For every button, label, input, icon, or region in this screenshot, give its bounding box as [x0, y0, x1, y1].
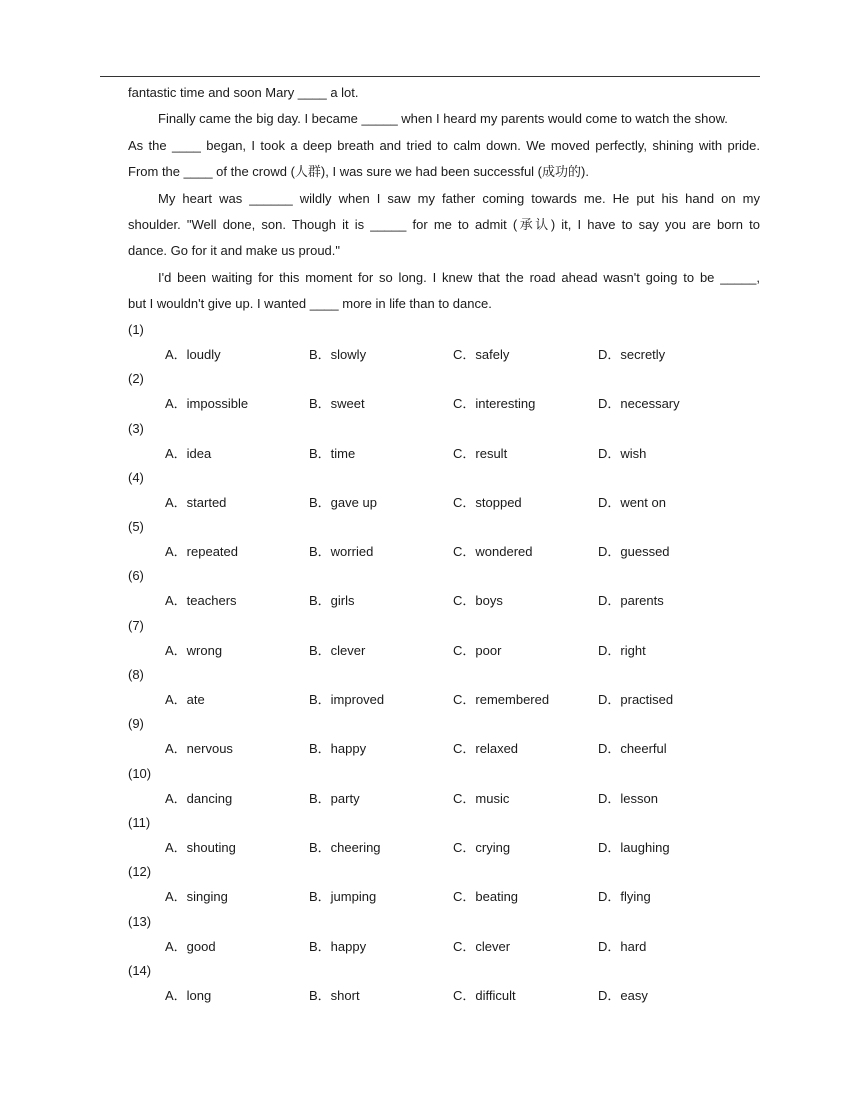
option-c[interactable]: C．stopped — [453, 494, 522, 510]
question-number: (13) — [128, 913, 152, 929]
passage-line: As the ____ began, I took a deep breath and tried to calm down. We moved perfectly, shining with pride. — [128, 137, 760, 153]
question-number: (12) — [128, 864, 152, 880]
question-number: (1) — [128, 322, 144, 337]
question-8 — [128, 661, 760, 710]
option-a[interactable]: A．ate — [165, 692, 205, 708]
passage-line: My heart was ______ wildly when I saw my father coming towards me. He put his hand on my — [158, 190, 760, 206]
question-4 — [128, 464, 760, 513]
option-a[interactable]: A．wrong — [165, 642, 223, 658]
option-d[interactable]: D．cheerful — [598, 741, 667, 757]
option-d[interactable]: D．practised — [598, 692, 674, 708]
option-d[interactable]: D．wish — [598, 445, 647, 461]
option-a[interactable]: A．started — [165, 494, 227, 510]
question-number: (10) — [128, 765, 152, 781]
option-d[interactable]: D．guessed — [598, 544, 670, 560]
question-number: (6) — [128, 568, 144, 584]
option-d[interactable]: D．flying — [598, 889, 651, 905]
question-5 — [128, 513, 760, 562]
option-c[interactable]: C．wondered — [453, 544, 533, 560]
question-2 — [128, 365, 760, 414]
passage — [128, 80, 760, 318]
option-a[interactable]: A．loudly — [165, 347, 221, 362]
option-d[interactable]: D．laughing — [598, 839, 670, 855]
option-c[interactable]: C．poor — [453, 642, 502, 658]
question-number: (7) — [128, 617, 144, 633]
question-number: (11) — [128, 814, 151, 830]
option-a[interactable]: A．teachers — [165, 593, 237, 609]
option-a[interactable]: A．impossible — [165, 396, 249, 412]
option-a[interactable]: A．repeated — [165, 544, 238, 560]
option-c[interactable]: C．music — [453, 790, 510, 806]
question-number: (5) — [128, 519, 144, 535]
option-b[interactable]: B．happy — [309, 938, 367, 954]
option-c[interactable]: C．remembered — [453, 692, 550, 708]
option-b[interactable]: B．happy — [309, 741, 367, 757]
option-d[interactable]: D．secretly — [598, 347, 666, 362]
option-a[interactable]: A．dancing — [165, 790, 233, 806]
option-a[interactable]: A．good — [165, 938, 216, 954]
option-c[interactable]: C．interesting — [453, 396, 536, 412]
option-c[interactable]: C．safely — [453, 347, 510, 362]
option-c[interactable]: C．beating — [453, 889, 519, 905]
question-number: (4) — [128, 469, 144, 485]
option-a[interactable]: A．singing — [165, 889, 228, 905]
option-d[interactable]: D．parents — [598, 593, 664, 609]
option-d[interactable]: D．went on — [598, 494, 666, 510]
question-13 — [128, 908, 760, 957]
question-12 — [128, 858, 760, 907]
passage-line: dance. Go for it and make us proud." — [128, 243, 341, 259]
option-c[interactable]: C．clever — [453, 938, 511, 954]
passage-line: fantastic time and soon Mary ____ a lot. — [128, 85, 359, 100]
option-b[interactable]: B．slowly — [309, 347, 367, 362]
option-b[interactable]: B．gave up — [309, 494, 377, 510]
question-9 — [128, 710, 760, 759]
option-a[interactable]: A．long — [165, 987, 212, 1003]
question-3 — [128, 415, 760, 464]
passage-line: I'd been waiting for this moment for so long. I knew that the road ahead wasn't going to be _____, — [158, 269, 760, 285]
option-c[interactable]: C．relaxed — [453, 741, 519, 757]
option-b[interactable]: B．clever — [309, 642, 366, 658]
option-a[interactable]: A．shouting — [165, 839, 236, 855]
question-list — [128, 316, 760, 1006]
question-10 — [128, 760, 760, 809]
passage-line: Finally came the big day. I became _____ when I heard my parents would come to watch the show. — [158, 111, 728, 127]
question-number: (9) — [128, 716, 144, 732]
option-c[interactable]: C．result — [453, 445, 508, 461]
option-b[interactable]: B．time — [309, 445, 356, 461]
question-number: (14) — [128, 962, 152, 978]
option-b[interactable]: B．sweet — [309, 396, 365, 412]
question-1 — [128, 316, 760, 365]
option-b[interactable]: B．party — [309, 790, 360, 806]
option-b[interactable]: B．girls — [309, 593, 355, 609]
question-14 — [128, 957, 760, 1006]
option-a[interactable]: A．nervous — [165, 741, 233, 757]
option-d[interactable]: D．right — [598, 642, 646, 658]
header-rule — [100, 76, 760, 77]
option-b[interactable]: B．cheering — [309, 839, 381, 855]
option-b[interactable]: B．jumping — [309, 889, 377, 905]
option-d[interactable]: D．hard — [598, 938, 647, 954]
question-number: (8) — [128, 667, 144, 683]
question-number: (2) — [128, 371, 144, 387]
option-c[interactable]: C．difficult — [453, 987, 516, 1003]
option-d[interactable]: D．necessary — [598, 396, 680, 412]
option-d[interactable]: D．lesson — [598, 790, 658, 806]
option-b[interactable]: B．short — [309, 987, 360, 1003]
option-a[interactable]: A．idea — [165, 445, 212, 461]
question-6 — [128, 562, 760, 611]
passage-line: shoulder. "Well done, son. Though it is _____ for me to admit (承认) it, I have to say you are born to — [128, 216, 760, 232]
passage-line: From the ____ of the crowd (人群), I was sure we had been successful (成功的). — [128, 164, 589, 180]
question-7 — [128, 612, 760, 661]
option-b[interactable]: B．improved — [309, 692, 385, 708]
passage-line: but I wouldn't give up. I wanted ____ more in life than to dance. — [128, 296, 492, 312]
question-number: (3) — [128, 420, 144, 436]
option-c[interactable]: C．crying — [453, 839, 511, 855]
option-c[interactable]: C．boys — [453, 593, 503, 609]
option-d[interactable]: D．easy — [598, 987, 648, 1003]
option-b[interactable]: B．worried — [309, 544, 374, 560]
question-11 — [128, 809, 760, 858]
